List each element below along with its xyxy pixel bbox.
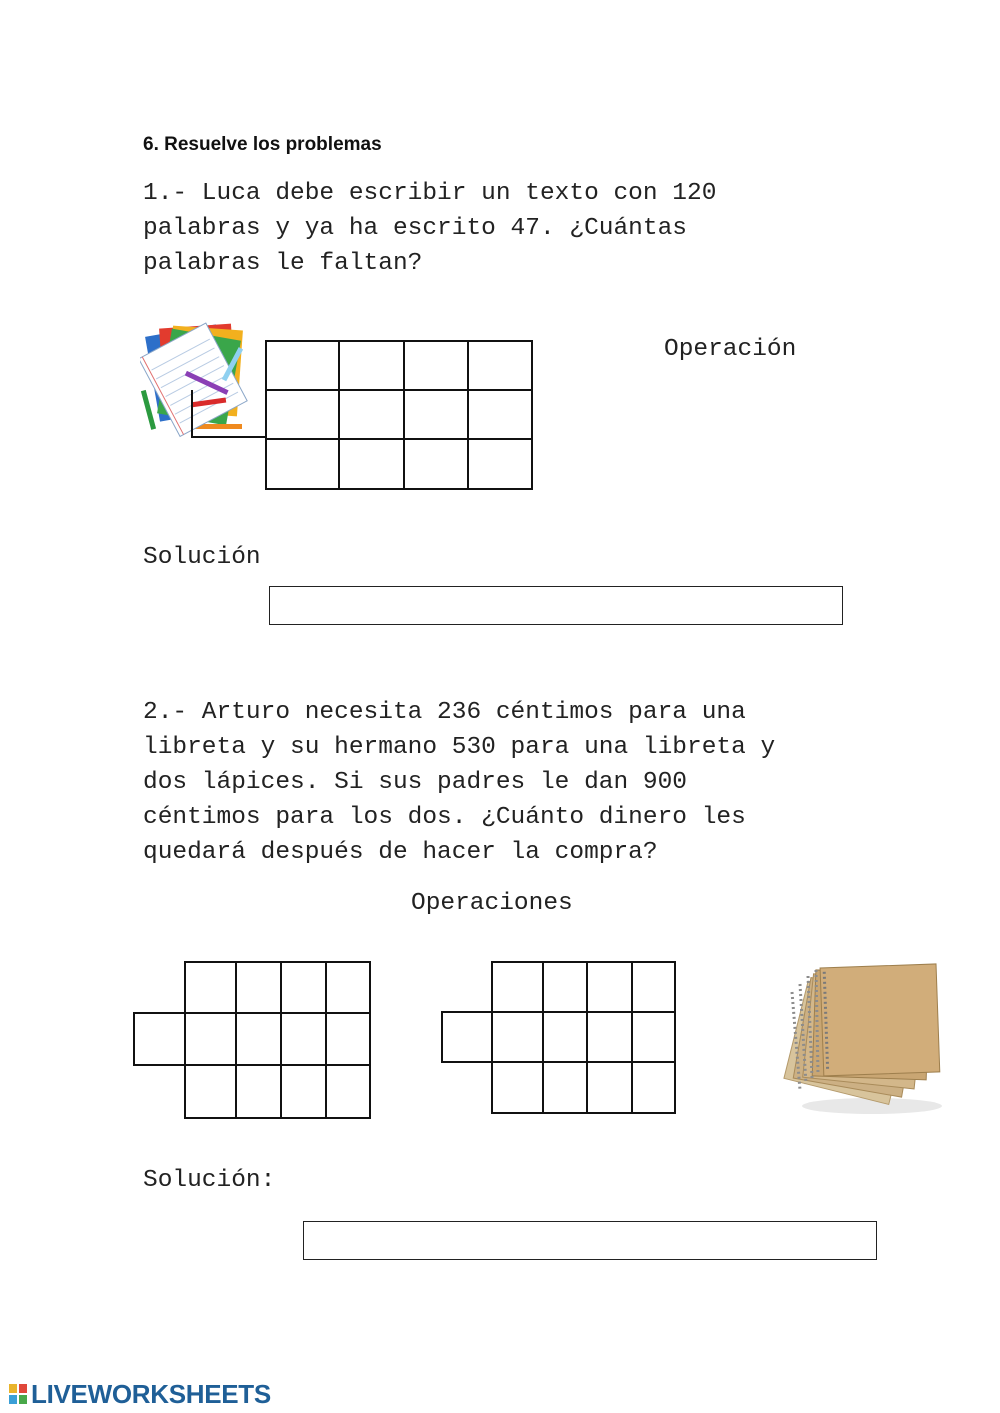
grid-cell[interactable] <box>542 961 588 1013</box>
grid-cell[interactable] <box>631 1011 676 1063</box>
grid-cell[interactable] <box>235 961 282 1014</box>
solution-label: Solución <box>143 544 261 571</box>
grid-cell[interactable] <box>280 1064 327 1119</box>
problem-2-line: 2.- Arturo necesita 236 céntimos para una <box>143 699 746 726</box>
grid-carry-cell[interactable] <box>133 1012 186 1066</box>
grid-cell[interactable] <box>338 389 405 440</box>
problem-1-line: 1.- Luca debe escribir un texto con 120 <box>143 180 717 207</box>
problem-2-text <box>143 695 775 870</box>
grid-cell[interactable] <box>403 389 469 440</box>
solution-label: Solución: <box>143 1167 276 1194</box>
problem-1-line: palabras y ya ha escrito 47. ¿Cuántas <box>143 215 687 242</box>
grid-cell[interactable] <box>184 961 237 1014</box>
liveworksheets-blocks-icon <box>8 1383 28 1405</box>
grid-cell[interactable] <box>325 1012 371 1066</box>
grid-cell[interactable] <box>403 438 469 490</box>
grid-cell[interactable] <box>325 1064 371 1119</box>
grid-cell[interactable] <box>586 961 633 1013</box>
grid-cell[interactable] <box>631 961 676 1013</box>
grid-cell[interactable] <box>280 1012 327 1066</box>
grid-cell[interactable] <box>586 1061 633 1114</box>
grid-cell[interactable] <box>235 1012 282 1066</box>
grid-cell[interactable] <box>467 438 533 490</box>
problem-2-line: libreta y su hermano 530 para una libreta y <box>143 734 776 761</box>
grid-cell[interactable] <box>265 389 340 440</box>
grid-cell[interactable] <box>491 1061 544 1114</box>
grid-cell[interactable] <box>491 1011 544 1063</box>
operations-label: Operaciones <box>411 890 573 917</box>
grid-cell[interactable] <box>542 1011 588 1063</box>
grid-cell[interactable] <box>542 1061 588 1114</box>
grid-cell[interactable] <box>265 340 340 391</box>
grid-cell[interactable] <box>235 1064 282 1119</box>
grid-cell[interactable] <box>265 438 340 490</box>
problem-2-line: dos lápices. Si sus padres le dan 900 <box>143 769 687 796</box>
worksheet-heading: 6. Resuelve los problemas <box>143 134 382 155</box>
grid-carry-cell <box>191 390 266 438</box>
grid-cell[interactable] <box>467 389 533 440</box>
grid-cell[interactable] <box>467 340 533 391</box>
grid-cell[interactable] <box>631 1061 676 1114</box>
operation-label: Operación <box>664 336 797 363</box>
problem-1-solution-input[interactable] <box>269 586 843 625</box>
problem-2-line: quedará después de hacer la compra? <box>143 839 658 866</box>
grid-cell[interactable] <box>184 1012 237 1066</box>
problem-2-line: céntimos para los dos. ¿Cuánto dinero les <box>143 804 746 831</box>
grid-carry-cell[interactable] <box>441 1011 493 1063</box>
grid-cell[interactable] <box>491 961 544 1013</box>
problem-2-solution-input[interactable] <box>303 1221 877 1260</box>
grid-cell[interactable] <box>586 1011 633 1063</box>
grid-cell[interactable] <box>403 340 469 391</box>
grid-cell[interactable] <box>184 1064 237 1119</box>
problem-1-line: palabras le faltan? <box>143 250 423 277</box>
grid-cell[interactable] <box>280 961 327 1014</box>
problem-1-text <box>143 176 716 281</box>
liveworksheets-logo <box>8 1380 271 1408</box>
logo-text: LIVEWORKSHEETS <box>31 1378 271 1409</box>
grid-cell[interactable] <box>338 340 405 391</box>
spiral-notebooks-illustration <box>782 958 948 1118</box>
grid-cell[interactable] <box>325 961 371 1014</box>
grid-cell[interactable] <box>338 438 405 490</box>
